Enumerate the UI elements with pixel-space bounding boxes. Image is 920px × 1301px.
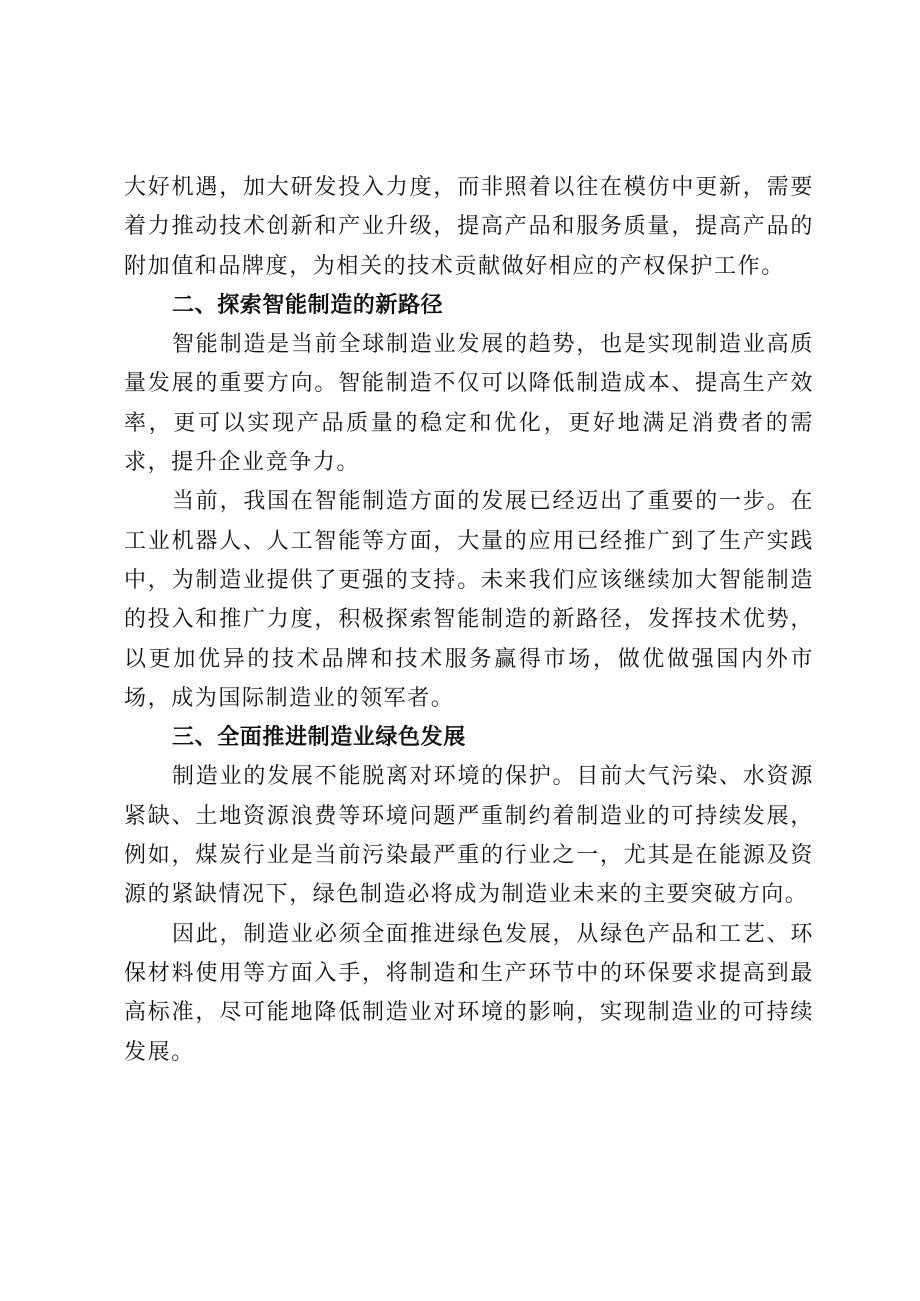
section-heading-2: 二、探索智能制造的新路径 <box>172 292 444 318</box>
document-body <box>124 168 814 1072</box>
paragraph-green-development: 因此，制造业必须全面推进绿色发展，从绿色产品和工艺、环保材料使用等方面入手，将制造和生产环节中的环保要求提高到最高标准，尽可能地降低制造业对环境的影响，实现制造业的可持续发展。 <box>124 921 814 1065</box>
paragraph-smart-manufacturing-progress: 当前，我国在智能制造方面的发展已经迈出了重要的一步。在工业机器人、人工智能等方面，大量的应用已经推广到了生产实践中，为制造业提供了更强的支持。未来我们应该继续加大智能制造的投入和推广力度，积极探索智能制造的新路径，发挥技术优势，以更加优异的技术品牌和技术服务赢得市场，做优做强国内外市场，成为国际制造业的领军者。 <box>124 489 814 711</box>
paragraph-green-environment: 制造业的发展不能脱离对环境的保护。目前大气污染、水资源紧缺、土地资源浪费等环境问题严重制约着制造业的可持续发展，例如，煤炭行业是当前污染最严重的行业之一，尤其是在能源及资源的紧缺情况下，绿色制造必将成为制造业未来的主要突破方向。 <box>124 764 814 908</box>
paragraph-continuation: 大好机遇，加大研发投入力度，而非照着以往在模仿中更新，需要着力推动技术创新和产业升级，提高产品和服务质量，提高产品的附加值和品牌度，为相关的技术贡献做好相应的产权保护工作。 <box>124 175 814 279</box>
paragraph-smart-manufacturing-intro: 智能制造是当前全球制造业发展的趋势，也是实现制造业高质量发展的重要方向。智能制造不仅可以降低制造成本、提高生产效率，更可以实现产品质量的稳定和优化，更好地满足消费者的需求，提升企业竞争力。 <box>124 332 814 476</box>
section-heading-3: 三、全面推进制造业绿色发展 <box>172 725 466 751</box>
